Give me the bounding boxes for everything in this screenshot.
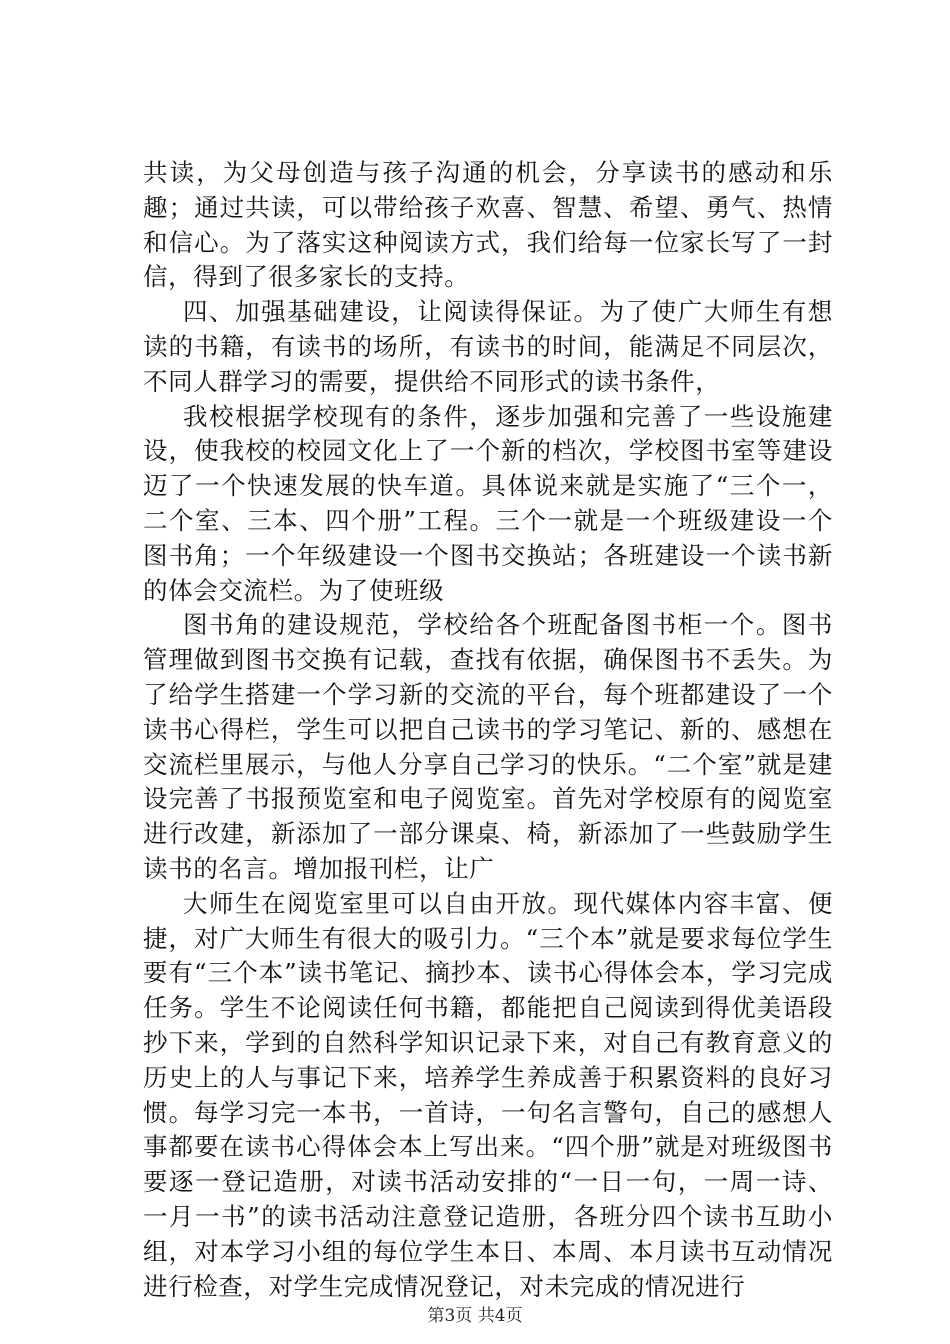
page-footer: 第3页 共4页 <box>427 1306 523 1326</box>
paragraph-5: 大师生在阅览室里可以自由开放。现代媒体内容丰富、便捷，对广大师生有很大的吸引力。“三个本”就是要求每位学生要有“三个本”读书笔记、摘抄本、读书心得体会本，学习完成任务。学生不论阅读任何书籍，都能把自己阅读到得优美语段抄下来，学到的自然科学知识记录下来，对自己有教育意义的历史上的人与事记下来，培养学生养成善于积累资料的良好习惯。每学习完一本书，一首诗，一句名言警句，自己的感想人事都要在读书心得体会本上写出来。“四个册”就是对班级图书要逐一登记造册，对读书活动安排的“一日一句，一周一诗、一月一书”的读书活动注意登记造册，各班分四个读书互助小组，对本学习小组的每位学生本日、本周、本月读书互动情况进行检查，对学生完成情况登记，对未完成的情况进行 <box>143 888 833 1301</box>
paragraph-2: 四、加强基础建设，让阅读得保证。为了使广大师生有想读的书籍，有读书的场所，有读书的时间，能满足不同层次，不同人群学习的需要，提供给不同形式的读书条件， <box>143 297 833 396</box>
paragraph-1: 共读，为父母创造与孩子沟通的机会，分享读书的感动和乐趣；通过共读，可以带给孩子欢喜、智慧、希望、勇气、热情和信心。为了落实这种阅读方式，我们给每一位家长写了一封信，得到了很多家长的支持。 <box>143 158 833 292</box>
paragraph-4: 图书角的建设规范，学校给各个班配备图书柜一个。图书管理做到图书交换有记载，查找有依据，确保图书不丢失。为了给学生搭建一个学习新的交流的平台，每个班都建设了一个读书心得栏，学生可以把自己读书的学习笔记、新的、感想在交流栏里展示，与他人分享自己学习的快乐。“二个室”就是建设完善了书报预览室和电子阅览室。首先对学校原有的阅览室进行改建，新添加了一部分课桌、椅，新添加了一些鼓励学生读书的名言。增加报刊栏，让广 <box>143 610 833 883</box>
document-body <box>143 156 833 1304</box>
paragraph-3: 我校根据学校现有的条件，逐步加强和完善了一些设施建设，使我校的校园文化上了一个新的档次，学校图书室等建设迈了一个快速发展的快车道。具体说来就是实施了“三个一，二个室、三本、四个册”工程。三个一就是一个班级建设一个图书角；一个年级建设一个图书交换站；各班建设一个读书新的体会交流栏。为了使班级 <box>143 401 833 605</box>
